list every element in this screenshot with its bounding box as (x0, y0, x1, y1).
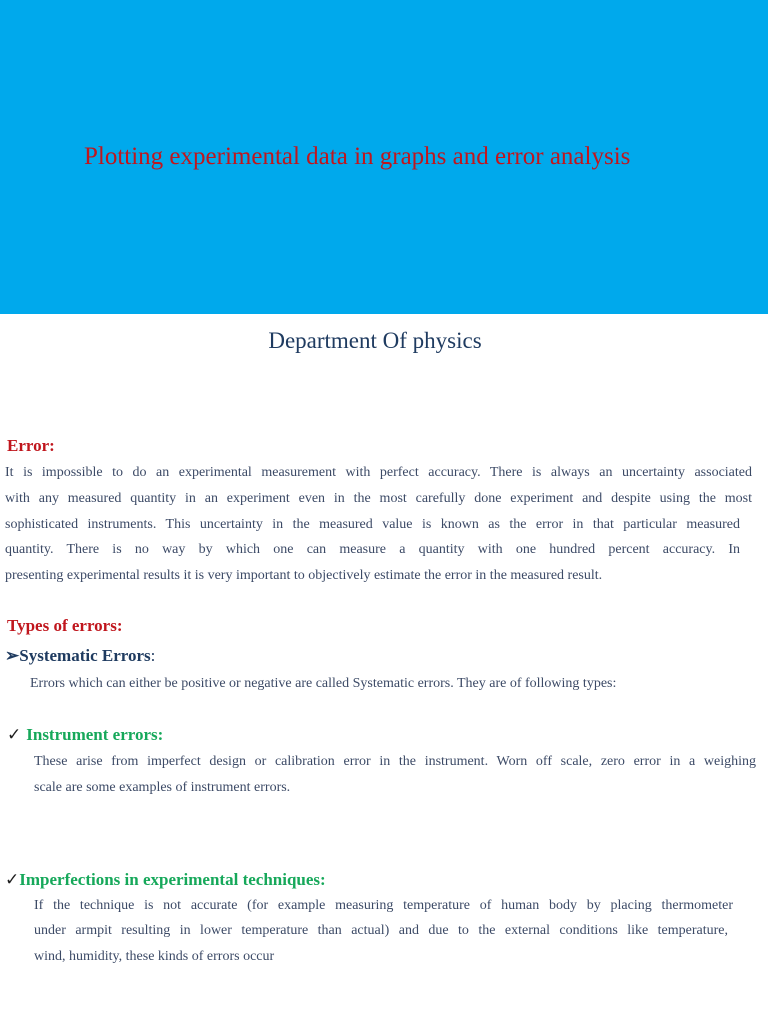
instrument-errors-heading (7, 724, 163, 746)
systematic-errors-heading (5, 645, 155, 667)
error-line-4: quantity. There is no way by which one can measure a quantity with one hundred percent accuracy. In (5, 542, 740, 557)
techniques-heading (5, 869, 326, 891)
techniques-line-1: If the technique is not accurate (for example measuring temperature of human body by placing thermometer (34, 898, 733, 913)
error-line-3: sophisticated instruments. This uncertainty in the measured value is known as the error in that particular measured (5, 517, 740, 532)
systematic-errors-description: Errors which can either be positive or negative are called Systematic errors. They are of following types: (30, 676, 617, 691)
instrument-errors-line-1: These arise from imperfect design or calibration error in the instrument. Worn off scale, zero error in a weighing (34, 754, 756, 769)
instrument-errors-line-2: scale are some examples of instrument errors. (34, 780, 291, 795)
arrow-bullet-icon: ➢ (5, 646, 20, 665)
department-name: Department Of physics (268, 328, 482, 353)
techniques-label: Imperfections in experimental techniques: (19, 870, 326, 889)
types-heading: Types of errors: (7, 616, 123, 635)
error-heading: Error: (7, 436, 55, 455)
document-title: Plotting experimental data in graphs and error analysis (84, 143, 631, 170)
systematic-errors-label: Systematic Errors (19, 646, 151, 665)
instrument-errors-label: Instrument errors: (26, 725, 164, 744)
techniques-line-2: under armpit resulting in lower temperature than actual) and due to the external conditions like temperature, (34, 923, 728, 938)
error-line-1: It is impossible to do an experimental measurement with perfect accuracy. There is always an uncertainty associated (5, 465, 752, 480)
systematic-errors-colon: : (150, 646, 156, 665)
error-line-5: presenting experimental results it is very important to objectively estimate the error in the measured result. (5, 568, 603, 583)
checkmark-icon: ✓ (7, 725, 22, 744)
error-line-2: with any measured quantity in an experiment even in the most carefully done experiment and despite using the most (5, 491, 752, 506)
checkmark-icon: ✓ (5, 870, 20, 889)
techniques-line-3: wind, humidity, these kinds of errors occur (34, 949, 275, 964)
